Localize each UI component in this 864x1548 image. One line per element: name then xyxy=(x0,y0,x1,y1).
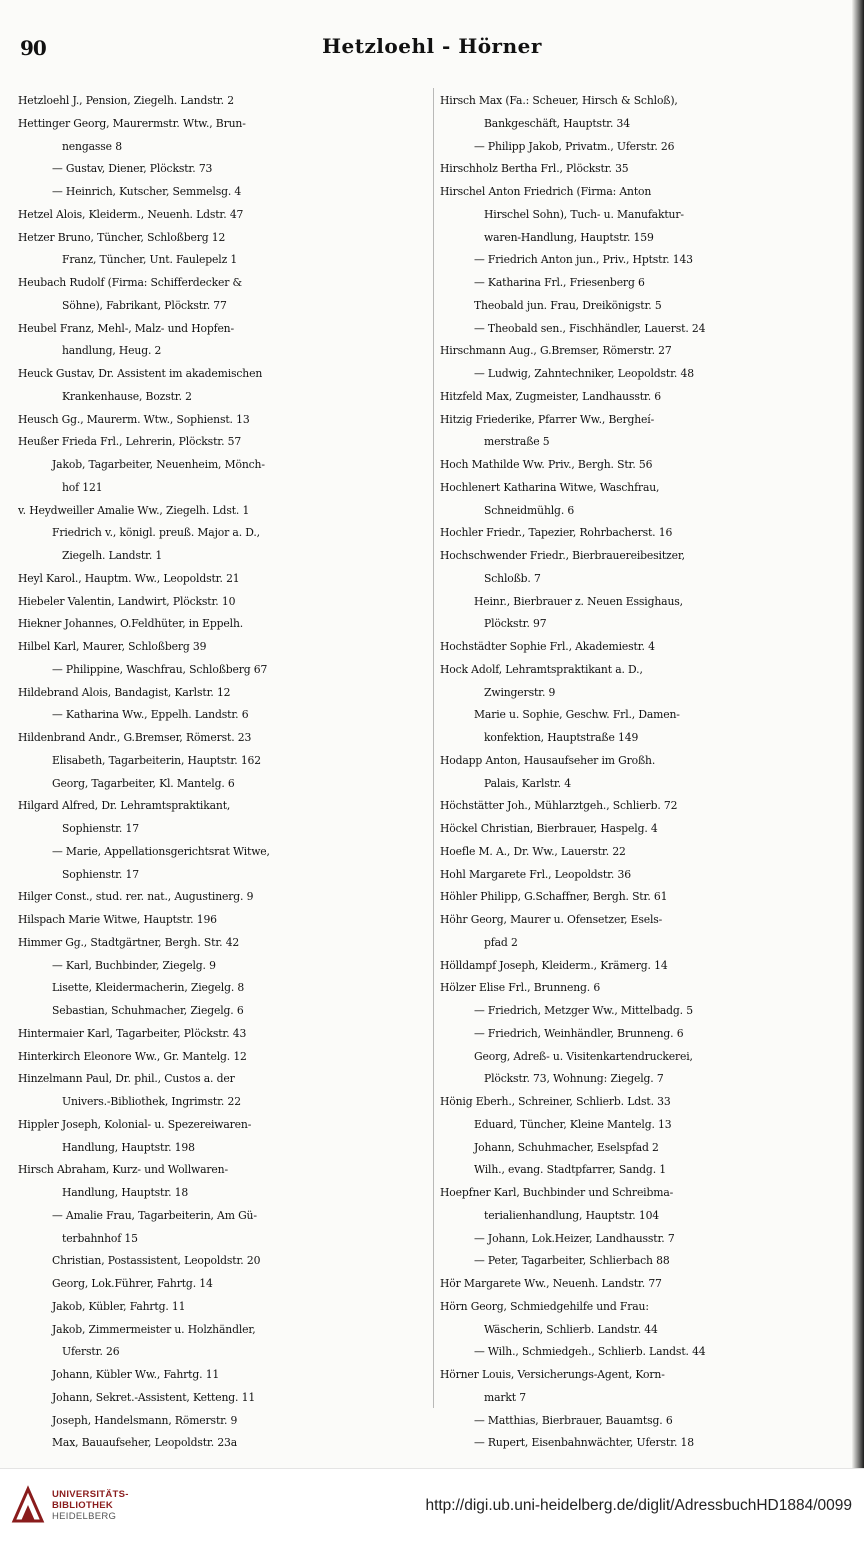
sub-entry: — Wilh., Schmiedgeh., Schlierb. Landst. 44 xyxy=(474,1345,706,1359)
sub-entry: Jakob, Zimmermeister u. Holzhändler, xyxy=(52,1322,256,1336)
sub-entry: — Matthias, Bierbrauer, Bauamtsg. 6 xyxy=(474,1413,673,1427)
directory-entry: Hintermaier Karl, Tagarbeiter, Plöckstr. 43 xyxy=(18,1026,247,1040)
directory-entry: Hochler Friedr., Tapezier, Rohrbacherst. 16 xyxy=(440,526,673,540)
sub-entry: — Amalie Frau, Tagarbeiterin, Am Gü- xyxy=(52,1208,257,1222)
entry-continuation: Krankenhause, Bozstr. 2 xyxy=(62,389,192,403)
sub-entry: — Karl, Buchbinder, Ziegelg. 9 xyxy=(52,958,216,972)
page-number: 90 xyxy=(20,36,46,60)
sub-entry: — Johann, Lok.Heizer, Landhausstr. 7 xyxy=(474,1231,675,1245)
directory-entry: Hoefle M. A., Dr. Ww., Lauerstr. 22 xyxy=(440,844,626,858)
directory-entry: Hildenbrand Andr., G.Bremser, Römerst. 23 xyxy=(18,731,252,744)
library-logo[interactable] xyxy=(10,1485,200,1531)
directory-entry: Hönig Eberh., Schreiner, Schlierb. Ldst. 33 xyxy=(440,1095,671,1108)
directory-entry: Heußer Frieda Frl., Lehrerin, Plöckstr. 57 xyxy=(18,435,242,449)
directory-entry: Hölldampf Joseph, Kleiderm., Krämerg. 14 xyxy=(440,958,668,972)
directory-entry: Hilbel Karl, Maurer, Schloßberg 39 xyxy=(18,640,207,653)
entry-continuation: Palais, Karlstr. 4 xyxy=(484,776,571,790)
directory-entry: Hirsch Abraham, Kurz- und Wollwaren- xyxy=(18,1163,228,1177)
entry-continuation: Schneidmühlg. 6 xyxy=(484,503,575,517)
entry-continuation: Plöckstr. 97 xyxy=(484,617,547,631)
entry-continuation: Handlung, Hauptstr. 198 xyxy=(62,1140,195,1154)
sub-entry: — Heinrich, Kutscher, Semmelsg. 4 xyxy=(52,185,242,198)
directory-entry: Hock Adolf, Lehramtspraktikant a. D., xyxy=(440,662,643,676)
directory-entry: Hilspach Marie Witwe, Hauptstr. 196 xyxy=(18,913,217,926)
directory-entry: Hirsch Max (Fa.: Scheuer, Hirsch & Schloß), xyxy=(440,94,678,107)
directory-entry: Hettinger Georg, Maurermstr. Wtw., Brun- xyxy=(18,116,246,130)
entry-continuation: nengasse 8 xyxy=(62,139,122,153)
directory-entry: Heubach Rudolf (Firma: Schifferdecker & xyxy=(18,276,243,289)
entry-continuation: Schloßb. 7 xyxy=(484,571,541,585)
entry-continuation: konfektion, Hauptstraße 149 xyxy=(484,731,639,744)
entry-continuation: pfad 2 xyxy=(484,935,518,949)
sub-entry: — Gustav, Diener, Plöckstr. 73 xyxy=(52,162,213,176)
sub-entry: Joseph, Handelsmann, Römerstr. 9 xyxy=(52,1413,238,1427)
entry-continuation: Söhne), Fabrikant, Plöckstr. 77 xyxy=(62,298,227,312)
page-edge-shadow xyxy=(852,0,864,1468)
directory-entry: Hetzloehl J., Pension, Ziegelh. Landstr. 2 xyxy=(18,94,234,107)
right-column xyxy=(440,90,850,1455)
sub-entry: Georg, Adreß- u. Visitenkartendruckerei, xyxy=(474,1049,693,1063)
directory-entry: Hirschel Anton Friedrich (Firma: Anton xyxy=(440,185,652,198)
directory-entry: Hetzel Alois, Kleiderm., Neuenh. Ldstr. 47 xyxy=(18,207,244,221)
sub-entry: — Katharina Frl., Friesenberg 6 xyxy=(474,276,645,289)
directory-entry: Hirschmann Aug., G.Bremser, Römerstr. 27 xyxy=(440,344,672,358)
directory-entry: Höhr Georg, Maurer u. Ofensetzer, Esels- xyxy=(440,913,663,926)
directory-entry: Heubel Franz, Mehl-, Malz- und Hopfen- xyxy=(18,321,234,335)
directory-entry: Höhler Philipp, G.Schaffner, Bergh. Str. 61 xyxy=(440,890,668,904)
column-divider xyxy=(433,88,434,1408)
directory-entry: Hinterkirch Eleonore Ww., Gr. Mantelg. 12 xyxy=(18,1049,247,1063)
sub-entry: — Philipp Jakob, Privatm., Uferstr. 26 xyxy=(474,139,675,153)
running-head: Hetzloehl - Hörner xyxy=(322,34,542,58)
directory-entry: Hitzig Friederike, Pfarrer Ww., Bergheí- xyxy=(440,412,655,426)
directory-entry: Heuck Gustav, Dr. Assistent im akademischen xyxy=(18,367,263,380)
entry-continuation: terialienhandlung, Hauptstr. 104 xyxy=(484,1208,660,1222)
sub-entry: Elisabeth, Tagarbeiterin, Hauptstr. 162 xyxy=(52,753,261,767)
sub-entry: Sebastian, Schuhmacher, Ziegelg. 6 xyxy=(52,1004,244,1017)
directory-entry: Hoepfner Karl, Buchbinder und Schreibma- xyxy=(440,1186,674,1199)
directory-entry: Hoch Mathilde Ww. Priv., Bergh. Str. 56 xyxy=(440,458,653,471)
sub-entry: — Theobald sen., Fischhändler, Lauerst. 24 xyxy=(474,321,706,335)
entry-continuation: Handlung, Hauptstr. 18 xyxy=(62,1186,189,1199)
directory-entry: Hiebeler Valentin, Landwirt, Plöckstr. 10 xyxy=(18,594,236,608)
left-column xyxy=(18,90,430,1455)
directory-entry: Hochlenert Katharina Witwe, Waschfrau, xyxy=(440,480,660,494)
sub-entry: Marie u. Sophie, Geschw. Frl., Damen- xyxy=(474,708,680,722)
sub-entry: Jakob, Kübler, Fahrtg. 11 xyxy=(52,1299,186,1313)
sub-entry: — Marie, Appellationsgerichtsrat Witwe, xyxy=(52,844,270,858)
entry-continuation: Sophienstr. 17 xyxy=(62,822,139,835)
sub-entry: Johann, Sekret.-Assistent, Ketteng. 11 xyxy=(52,1390,256,1404)
entry-continuation: Plöckstr. 73, Wohnung: Ziegelg. 7 xyxy=(484,1072,664,1086)
directory-entry: Hölzer Elise Frl., Brunneng. 6 xyxy=(440,981,601,995)
directory-entry: Hildebrand Alois, Bandagist, Karlstr. 12 xyxy=(18,685,231,699)
sub-entry: Jakob, Tagarbeiter, Neuenheim, Mönch- xyxy=(52,458,265,471)
directory-entry: Himmer Gg., Stadtgärtner, Bergh. Str. 42 xyxy=(18,935,240,949)
entry-continuation: Sophienstr. 17 xyxy=(62,867,139,881)
sub-entry: Georg, Lok.Führer, Fahrtg. 14 xyxy=(52,1277,213,1290)
directory-entry: Hitzfeld Max, Zugmeister, Landhausstr. 6 xyxy=(440,389,662,403)
sub-entry: Christian, Postassistent, Leopoldstr. 20 xyxy=(52,1254,261,1268)
entry-continuation: Zwingerstr. 9 xyxy=(484,685,556,699)
sub-entry: Max, Bauaufseher, Leopoldstr. 23a xyxy=(52,1436,238,1450)
directory-entry: Hörn Georg, Schmiedgehilfe und Frau: xyxy=(440,1299,649,1313)
directory-entry: Hochstädter Sophie Frl., Akademiestr. 4 xyxy=(440,640,655,653)
directory-entry: Hodapp Anton, Hausaufseher im Großh. xyxy=(440,753,656,767)
entry-continuation: terbahnhof 15 xyxy=(62,1231,138,1245)
entry-continuation: Franz, Tüncher, Unt. Faulepelz 1 xyxy=(62,253,238,267)
entry-continuation: handlung, Heug. 2 xyxy=(62,344,162,358)
entry-continuation: Hirschel Sohn), Tuch- u. Manufaktur- xyxy=(484,207,684,221)
viewer-footer xyxy=(0,1468,864,1548)
sub-entry: — Philippine, Waschfrau, Schloßberg 67 xyxy=(52,662,268,676)
sub-entry: Heinr., Bierbrauer z. Neuen Essighaus, xyxy=(474,594,683,608)
library-name xyxy=(52,1489,129,1522)
directory-entry: Hörner Louis, Versicherungs-Agent, Korn- xyxy=(440,1368,665,1381)
entry-continuation: markt 7 xyxy=(484,1390,526,1404)
library-name-line: BIBLIOTHEK xyxy=(52,1500,114,1511)
entry-continuation: Wäscherin, Schlierb. Landstr. 44 xyxy=(484,1322,658,1336)
sub-entry: Friedrich v., königl. preuß. Major a. D., xyxy=(52,526,260,540)
sub-entry: Lisette, Kleidermacherin, Ziegelg. 8 xyxy=(52,981,245,995)
permalink-url[interactable]: http://digi.ub.uni-heidelberg.de/diglit/AdressbuchHD1884/0099 xyxy=(425,1497,852,1514)
sub-entry: — Friedrich Anton jun., Priv., Hptstr. 143 xyxy=(474,253,693,267)
sub-entry: — Ludwig, Zahntechniker, Leopoldstr. 48 xyxy=(474,367,694,380)
sub-entry: Johann, Kübler Ww., Fahrtg. 11 xyxy=(52,1368,220,1381)
sub-entry: Johann, Schuhmacher, Eselspfad 2 xyxy=(474,1140,659,1154)
entry-continuation: Bankgeschäft, Hauptstr. 34 xyxy=(484,116,630,130)
library-name-line: HEIDELBERG xyxy=(52,1511,117,1522)
entry-continuation: Uferstr. 26 xyxy=(62,1345,120,1359)
entry-continuation: Ziegelh. Landstr. 1 xyxy=(62,549,163,562)
sub-entry: — Rupert, Eisenbahnwächter, Uferstr. 18 xyxy=(474,1436,694,1450)
sub-entry: Eduard, Tüncher, Kleine Mantelg. 13 xyxy=(474,1117,672,1131)
directory-entry: Hirschholz Bertha Frl., Plöckstr. 35 xyxy=(440,162,629,176)
directory-entry: Höckel Christian, Bierbrauer, Haspelg. 4 xyxy=(440,822,658,835)
directory-entry: Hochschwender Friedr., Bierbrauereibesitzer, xyxy=(440,549,685,562)
library-name-line: UNIVERSITÄTS- xyxy=(52,1489,129,1500)
directory-entry: Hohl Margarete Frl., Leopoldstr. 36 xyxy=(440,867,631,881)
entry-continuation: waren-Handlung, Hauptstr. 159 xyxy=(484,230,654,244)
sub-entry: Georg, Tagarbeiter, Kl. Mantelg. 6 xyxy=(52,776,235,790)
sub-entry: — Friedrich, Metzger Ww., Mittelbadg. 5 xyxy=(474,1004,693,1017)
directory-entry: Heusch Gg., Maurerm. Wtw., Sophienst. 13 xyxy=(18,412,250,426)
sub-entry: — Katharina Ww., Eppelh. Landstr. 6 xyxy=(52,708,249,722)
sub-entry: Theobald jun. Frau, Dreikönigstr. 5 xyxy=(474,298,662,312)
directory-entry: Höchstätter Joh., Mühlarztgeh., Schlierb. 72 xyxy=(440,799,678,813)
library-seal-icon xyxy=(10,1485,46,1525)
sub-entry: — Friedrich, Weinhändler, Brunneng. 6 xyxy=(474,1026,684,1040)
entry-continuation: Univers.-Bibliothek, Ingrimstr. 22 xyxy=(62,1095,241,1108)
directory-entry: Hiekner Johannes, O.Feldhüter, in Eppelh. xyxy=(18,617,244,631)
directory-entry: Heyl Karol., Hauptm. Ww., Leopoldstr. 21 xyxy=(18,571,240,585)
directory-entry: Hetzer Bruno, Tüncher, Schloßberg 12 xyxy=(18,230,226,244)
directory-entry: Hilgard Alfred, Dr. Lehramtspraktikant, xyxy=(18,799,231,813)
directory-entry: Hippler Joseph, Kolonial- u. Spezereiwaren- xyxy=(18,1117,252,1131)
entry-continuation: hof 121 xyxy=(62,480,103,494)
directory-entry: v. Heydweiller Amalie Ww., Ziegelh. Ldst. 1 xyxy=(18,503,250,517)
directory-entry: Hinzelmann Paul, Dr. phil., Custos a. der xyxy=(18,1072,235,1086)
directory-entry: Hör Margarete Ww., Neuenh. Landstr. 77 xyxy=(440,1277,662,1290)
entry-continuation: merstraße 5 xyxy=(484,435,550,449)
directory-entry: Hilger Const., stud. rer. nat., Augustinerg. 9 xyxy=(18,890,254,904)
sub-entry: Wilh., evang. Stadtpfarrer, Sandg. 1 xyxy=(474,1163,666,1177)
sub-entry: — Peter, Tagarbeiter, Schlierbach 88 xyxy=(474,1254,670,1268)
